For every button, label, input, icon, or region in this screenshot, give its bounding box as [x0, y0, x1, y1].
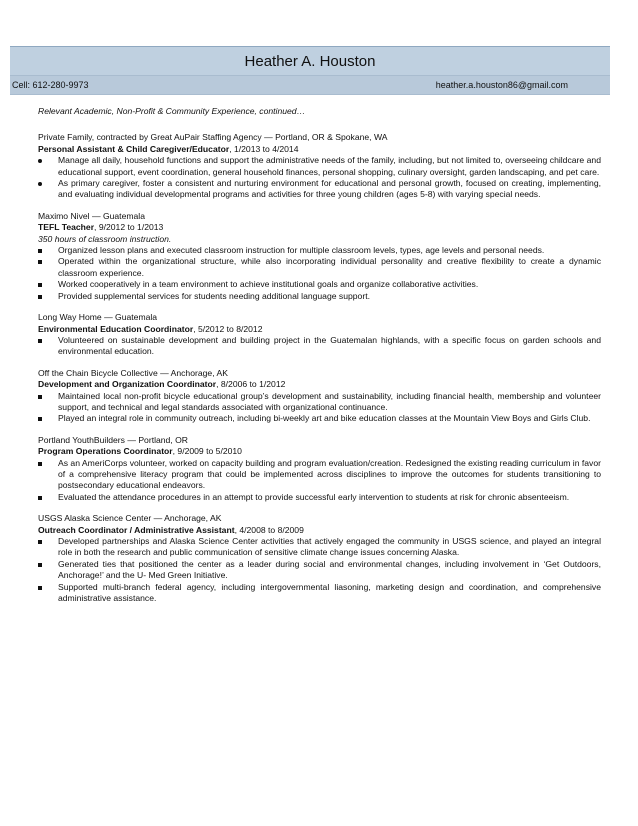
- job-entry: [38, 312, 601, 358]
- bullet-square-icon: [38, 413, 48, 424]
- job-entry: [38, 211, 601, 302]
- job-organization: Off the Chain Bicycle Collective — Anchorage, AK: [38, 367, 228, 378]
- bullet-text: Played an integral role in community outreach, including bi-weekly art and bike education classes at the Mountain View Boys and Girls Club.: [58, 413, 591, 424]
- job-organization: Maximo Nivel — Guatemala: [38, 210, 145, 221]
- job-title: Development and Organization Coordinator: [38, 379, 217, 390]
- bullet-item: [38, 391, 601, 414]
- bullet-text: Manage all daily, household functions and support the administrative needs of the family, including, but not limited to, overseeing childcare and educational support, event coordination, general household finances, personal shopping, culinary oversight, garden landscaping, and pet care.: [58, 155, 601, 177]
- bullet-square-icon: [38, 582, 48, 593]
- bullet-text: Maintained local non-profit bicycle educational group’s development and sustainability, including financial health, membership and volunteer support, and technical and legal standards associated with organizational continuance.: [58, 390, 601, 412]
- bullet-item: [38, 155, 601, 178]
- bullet-text: Evaluated the attendance procedures in an attempt to provide successful early intervention to students at risk for chronic absenteeism.: [58, 491, 570, 502]
- bullet-text: As an AmeriCorps volunteer, worked on capacity building and program evaluation/creation. Redesigned the existing reading curriculum in favor of a comprehensive literacy program that could be implemented across disciplines to improve the outcomes for students transitioning to postsecondary educational endeavors.: [58, 457, 601, 491]
- job-title: TEFL Teacher: [38, 222, 95, 233]
- bullet-text: Organized lesson plans and executed classroom instruction for multiple classroom levels, types, age levels and personal needs.: [58, 245, 545, 256]
- job-role-line: [38, 222, 601, 233]
- section-intro: Relevant Academic, Non-Profit & Community Experience, continued…: [38, 106, 306, 116]
- job-dates: , 8/2006 to 1/2012: [216, 379, 286, 390]
- bullet-item: [38, 245, 601, 256]
- bullet-square-icon: [38, 559, 48, 570]
- candidate-name: Heather A. Houston: [244, 52, 376, 70]
- job-organization: Long Way Home — Guatemala: [38, 312, 158, 323]
- bullet-item: [38, 413, 601, 424]
- job-bullets: [38, 245, 601, 302]
- job-entry: [38, 513, 601, 604]
- bullet-item: [38, 536, 601, 559]
- cell-phone: Cell: 612-280-9973: [12, 80, 89, 90]
- bullet-text: Volunteered on sustainable development and building project in the Guatemalan highlands, with a specific focus on garden schools and environmental education.: [58, 334, 601, 357]
- job-entry: [38, 435, 601, 503]
- job-role-line: [38, 324, 601, 335]
- job-role-line: [38, 144, 601, 155]
- bullet-square-icon: [38, 391, 48, 402]
- job-dates: , 4/2008 to 8/2009: [234, 524, 304, 535]
- job-dates: , 1/2013 to 4/2014: [229, 143, 299, 154]
- job-organization: Portland YouthBuilders — Portland, OR: [38, 434, 188, 445]
- bullet-text: Developed partnerships and Alaska Science Center activities that actively engaged the community in USGS science, and played an integral role in both the research and public communication of sensitive climate change issues concerning Alaska.: [58, 536, 601, 558]
- bullet-item: [38, 582, 601, 605]
- bullet-item: [38, 492, 601, 503]
- bullet-square-icon: [38, 492, 48, 503]
- bullet-item: [38, 256, 601, 279]
- bullet-square-icon: [38, 279, 48, 290]
- job-role-line: [38, 525, 601, 536]
- job-title: Program Operations Coordinator: [38, 446, 173, 457]
- job-dates: , 5/2012 to 8/2012: [193, 323, 263, 334]
- job-bullets: [38, 155, 601, 201]
- bullet-item: [38, 178, 601, 201]
- bullet-item: [38, 458, 601, 492]
- bullet-square-icon: [38, 335, 48, 346]
- bullet-text: Supported multi-branch federal agency, including intergovernmental liasoning, marketing design and coordination, and comprehensive administrative assistance.: [58, 581, 601, 604]
- name-bar: [10, 46, 610, 75]
- job-role-line: [38, 446, 601, 457]
- bullet-dot-icon: [38, 178, 48, 189]
- job-dates: , 9/2012 to 1/2013: [94, 222, 164, 233]
- job-bullets: [38, 536, 601, 604]
- job-note: 350 hours of classroom instruction.: [38, 233, 172, 244]
- job-role-line: [38, 379, 601, 390]
- job-bullets: [38, 391, 601, 425]
- job-title: Environmental Education Coordinator: [38, 323, 194, 334]
- job-bullets: [38, 335, 601, 358]
- bullet-item: [38, 279, 601, 290]
- bullet-item: [38, 335, 601, 358]
- bullet-text: Worked cooperatively in a team environment to achieve institutional goals and organize collaborative activities.: [58, 279, 479, 290]
- bullet-dot-icon: [38, 155, 48, 166]
- job-dates: , 9/2009 to 5/2010: [172, 446, 242, 457]
- bullet-square-icon: [38, 245, 48, 256]
- job-entry: [38, 368, 601, 425]
- job-title: Outreach Coordinator / Administrative Assistant: [38, 524, 235, 535]
- bullet-text: Provided supplemental services for students needing additional language support.: [58, 290, 370, 301]
- job-organization: USGS Alaska Science Center — Anchorage, AK: [38, 513, 222, 524]
- bullet-square-icon: [38, 256, 48, 267]
- contact-bar: [10, 75, 610, 95]
- job-organization: Private Family, contracted by Great AuPair Staffing Agency — Portland, OR & Spokane, WA: [38, 132, 388, 143]
- bullet-square-icon: [38, 536, 48, 547]
- experience-section: [38, 106, 601, 614]
- job-title: Personal Assistant & Child Caregiver/Educator: [38, 143, 230, 154]
- bullet-item: [38, 291, 601, 302]
- bullet-square-icon: [38, 458, 48, 469]
- bullet-square-icon: [38, 291, 48, 302]
- bullet-text: Operated within the organizational structure, while also incorporating individual personality and creative flexibility to create a dynamic classroom experience.: [58, 256, 601, 278]
- bullet-text: As primary caregiver, foster a consistent and nurturing environment for educational and personal growth, focused on creating, implementing, and evaluating individual developmental programs and activities for three young children (ages 5-8) with varying special needs.: [58, 178, 601, 200]
- resume-header: [10, 46, 610, 95]
- email-address[interactable]: heather.a.houston86@gmail.com: [435, 80, 568, 90]
- bullet-text: Generated ties that positioned the center as a leader during social and environmental changes, including involvement in ‘Get Outdoors, Anchorage!’ and the U- Med Green Initiative.: [58, 558, 601, 581]
- job-bullets: [38, 458, 601, 504]
- bullet-item: [38, 559, 601, 582]
- job-entry: [38, 132, 601, 200]
